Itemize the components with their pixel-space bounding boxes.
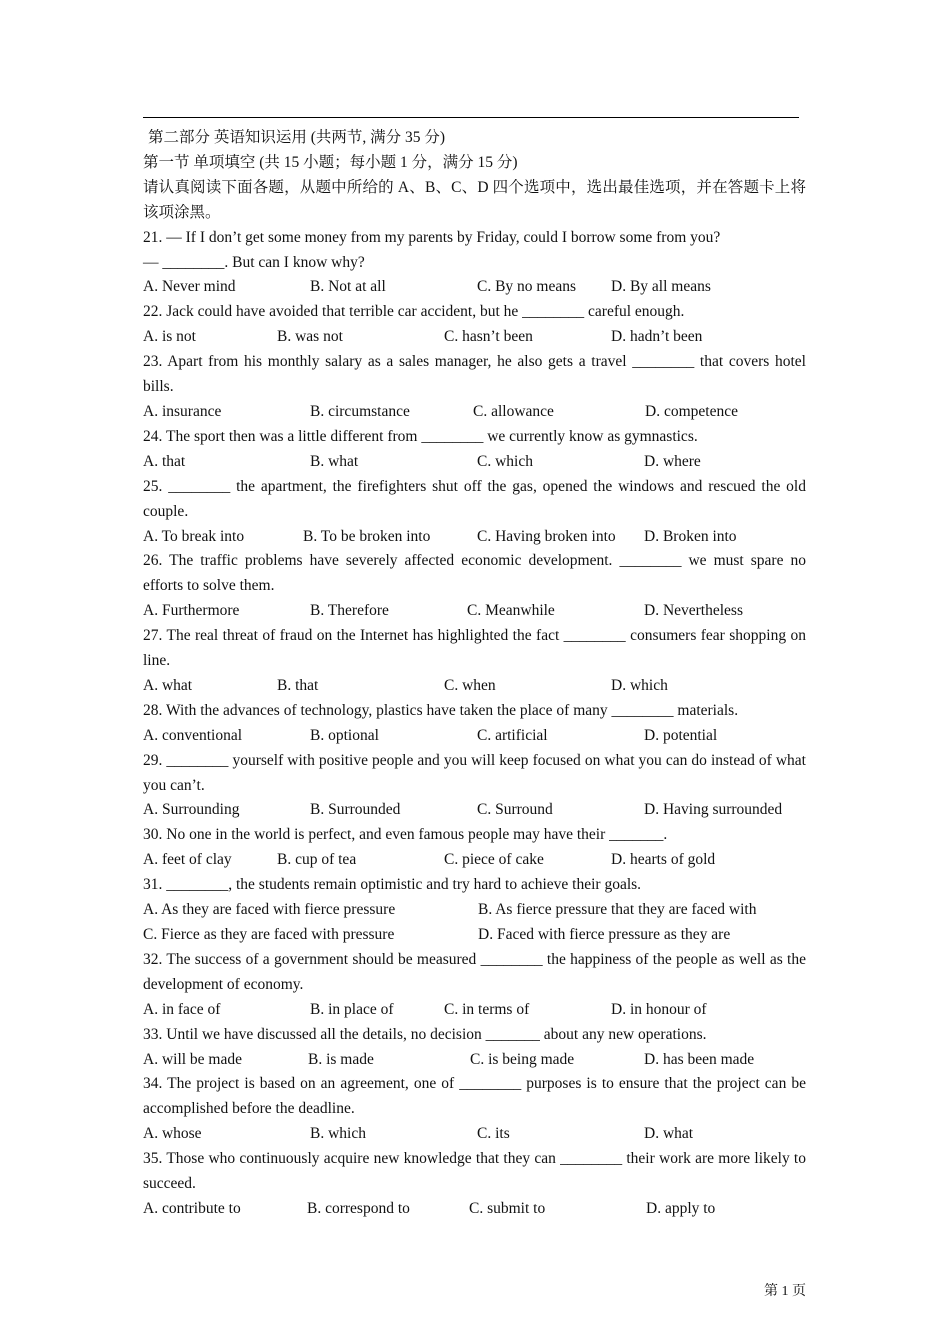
- option-a: A. Surrounding: [143, 801, 240, 819]
- option-d: D. hadn’t been: [611, 328, 703, 346]
- question-25-stem: 25. ________ the apartment, the firefighters shut off the gas, opened the windows and rescued the old couple.: [143, 477, 806, 520]
- option-a: A. in face of: [143, 1000, 221, 1018]
- option-d: D. apply to: [646, 1199, 716, 1217]
- question-22-options: [143, 325, 806, 350]
- question-32-options: [143, 998, 806, 1023]
- option-b: B. circumstance: [310, 402, 410, 420]
- option-a: A. As they are faced with fierce pressure: [143, 901, 396, 919]
- option-a: A. that: [143, 452, 186, 470]
- option-a: A. whose: [143, 1125, 202, 1143]
- option-d: D. By all means: [611, 278, 711, 296]
- option-d: D. competence: [645, 402, 738, 420]
- page-number: 第 1 页: [764, 1284, 806, 1299]
- option-c: C. when: [444, 676, 496, 694]
- option-a: A. contribute to: [143, 1199, 241, 1217]
- option-d: D. which: [611, 676, 668, 694]
- question-35-options: [143, 1197, 806, 1222]
- option-d: D. has been made: [644, 1050, 755, 1068]
- option-c: C. which: [477, 452, 533, 470]
- option-a: A. Never mind: [143, 278, 236, 296]
- question-21-stem: 21. — If I don’t get some money from my parents by Friday, could I borrow some from you?: [143, 228, 721, 246]
- option-b: B. is made: [308, 1050, 374, 1068]
- option-b: B. in place of: [310, 1000, 394, 1018]
- option-c: C. hasn’t been: [444, 328, 533, 346]
- question-29-options: [143, 798, 806, 823]
- option-b: B. optional: [310, 726, 379, 744]
- question-32-stem: 32. The success of a government should be measured ________ the happiness of the people as well as the development of economy.: [143, 950, 806, 993]
- option-b: B. To be broken into: [303, 527, 431, 545]
- option-b: B. Therefore: [310, 602, 389, 620]
- option-d: D. where: [644, 452, 701, 470]
- option-c: C. in terms of: [444, 1000, 530, 1018]
- option-a: A. feet of clay: [143, 851, 232, 869]
- question-24-options: [143, 450, 806, 475]
- option-c: C. is being made: [470, 1050, 575, 1068]
- instructions: 请认真阅读下面各题，从题中所给的 A、B、C、D 四个选项中，选出最佳选项，并在答题卡上将该项涂黑。: [143, 178, 806, 221]
- option-c: C. artificial: [477, 726, 548, 744]
- question-34-options: [143, 1122, 806, 1147]
- option-d: D. Having surrounded: [644, 801, 783, 819]
- question-21-reply: — ________. But can I know why?: [143, 253, 365, 271]
- question-31-stem: 31. ________, the students remain optimistic and try hard to achieve their goals.: [143, 876, 642, 894]
- question-31-options-cd: [143, 923, 806, 948]
- option-d: D. in honour of: [611, 1000, 707, 1018]
- option-d: D. potential: [644, 726, 718, 744]
- question-23-options: [143, 400, 806, 425]
- exam-body: [143, 126, 806, 1222]
- question-24-stem: 24. The sport then was a little different from ________ we currently know as gymnastics.: [143, 427, 698, 445]
- option-d: D. Nevertheless: [644, 602, 743, 620]
- option-d: D. Broken into: [644, 527, 737, 545]
- option-a: A. Furthermore: [143, 602, 240, 620]
- option-d: D. Faced with fierce pressure as they are: [478, 926, 731, 943]
- part-title: 第二部分 英语知识运用 (共两节, 满分 35 分): [148, 129, 446, 146]
- option-c: C. By no means: [477, 278, 577, 296]
- question-34-stem: 34. The project is based on an agreement, one of ________ purposes is to ensure that the project can be accomplished before the deadline.: [143, 1075, 806, 1118]
- option-b: B. Surrounded: [310, 801, 401, 819]
- option-d: D. hearts of gold: [611, 851, 716, 869]
- question-35-stem: 35. Those who continuously acquire new knowledge that they can ________ their work are more likely to succeed.: [143, 1150, 806, 1193]
- question-28-stem: 28. With the advances of technology, plastics have taken the place of many ________ materials.: [143, 701, 739, 719]
- option-b: B. what: [310, 452, 359, 470]
- question-26-options: [143, 599, 806, 624]
- option-b: B. which: [310, 1125, 366, 1143]
- question-25-options: [143, 525, 806, 550]
- question-31-options-ab: [143, 898, 806, 923]
- option-b: B. As fierce pressure that they are faced with: [478, 901, 757, 919]
- option-c: C. Having broken into: [477, 527, 616, 545]
- option-b: B. was not: [277, 328, 343, 346]
- option-c: C. its: [477, 1125, 510, 1143]
- option-a: A. is not: [143, 328, 196, 346]
- option-c: C. Surround: [477, 801, 553, 819]
- option-b: B. cup of tea: [277, 851, 357, 869]
- option-a: A. what: [143, 676, 193, 694]
- question-30-stem: 30. No one in the world is perfect, and even famous people may have their _______.: [143, 826, 668, 844]
- section-title: 第一节 单项填空 (共 15 小题；每小题 1 分，满分 15 分): [143, 153, 518, 171]
- question-27-options: [143, 674, 806, 699]
- option-d: D. what: [644, 1125, 694, 1143]
- question-33-options: [143, 1048, 806, 1073]
- question-27-stem: 27. The real threat of fraud on the Internet has highlighted the fact ________ consumers fear shopping on line.: [143, 627, 806, 670]
- question-22-stem: 22. Jack could have avoided that terrible car accident, but he ________ careful enough.: [143, 303, 685, 321]
- question-33-stem: 33. Until we have discussed all the details, no decision _______ about any new operations.: [143, 1025, 707, 1043]
- option-c: C. Meanwhile: [467, 602, 555, 620]
- option-b: B. correspond to: [307, 1199, 410, 1217]
- question-26-stem: 26. The traffic problems have severely affected economic development. ________ we must spare no efforts to solve them.: [143, 552, 806, 595]
- question-29-stem: 29. ________ yourself with positive people and you will keep focused on what you can do instead of what you can’t.: [143, 751, 806, 794]
- option-c: C. allowance: [473, 402, 554, 420]
- option-b: B. Not at all: [310, 278, 386, 296]
- question-28-options: [143, 724, 806, 749]
- option-a: A. will be made: [143, 1050, 243, 1068]
- option-c: C. piece of cake: [444, 851, 544, 869]
- question-21-options: [143, 275, 806, 300]
- question-23-stem: 23. Apart from his monthly salary as a sales manager, he also gets a travel ________ that covers hotel bills.: [143, 353, 806, 396]
- header-rule: [143, 117, 799, 118]
- option-a: A. insurance: [143, 402, 222, 420]
- option-a: A. conventional: [143, 726, 243, 744]
- question-30-options: [143, 848, 806, 873]
- option-c: C. submit to: [469, 1199, 546, 1217]
- option-b: B. that: [277, 676, 319, 694]
- option-a: A. To break into: [143, 527, 245, 545]
- option-c: C. Fierce as they are faced with pressure: [143, 926, 395, 943]
